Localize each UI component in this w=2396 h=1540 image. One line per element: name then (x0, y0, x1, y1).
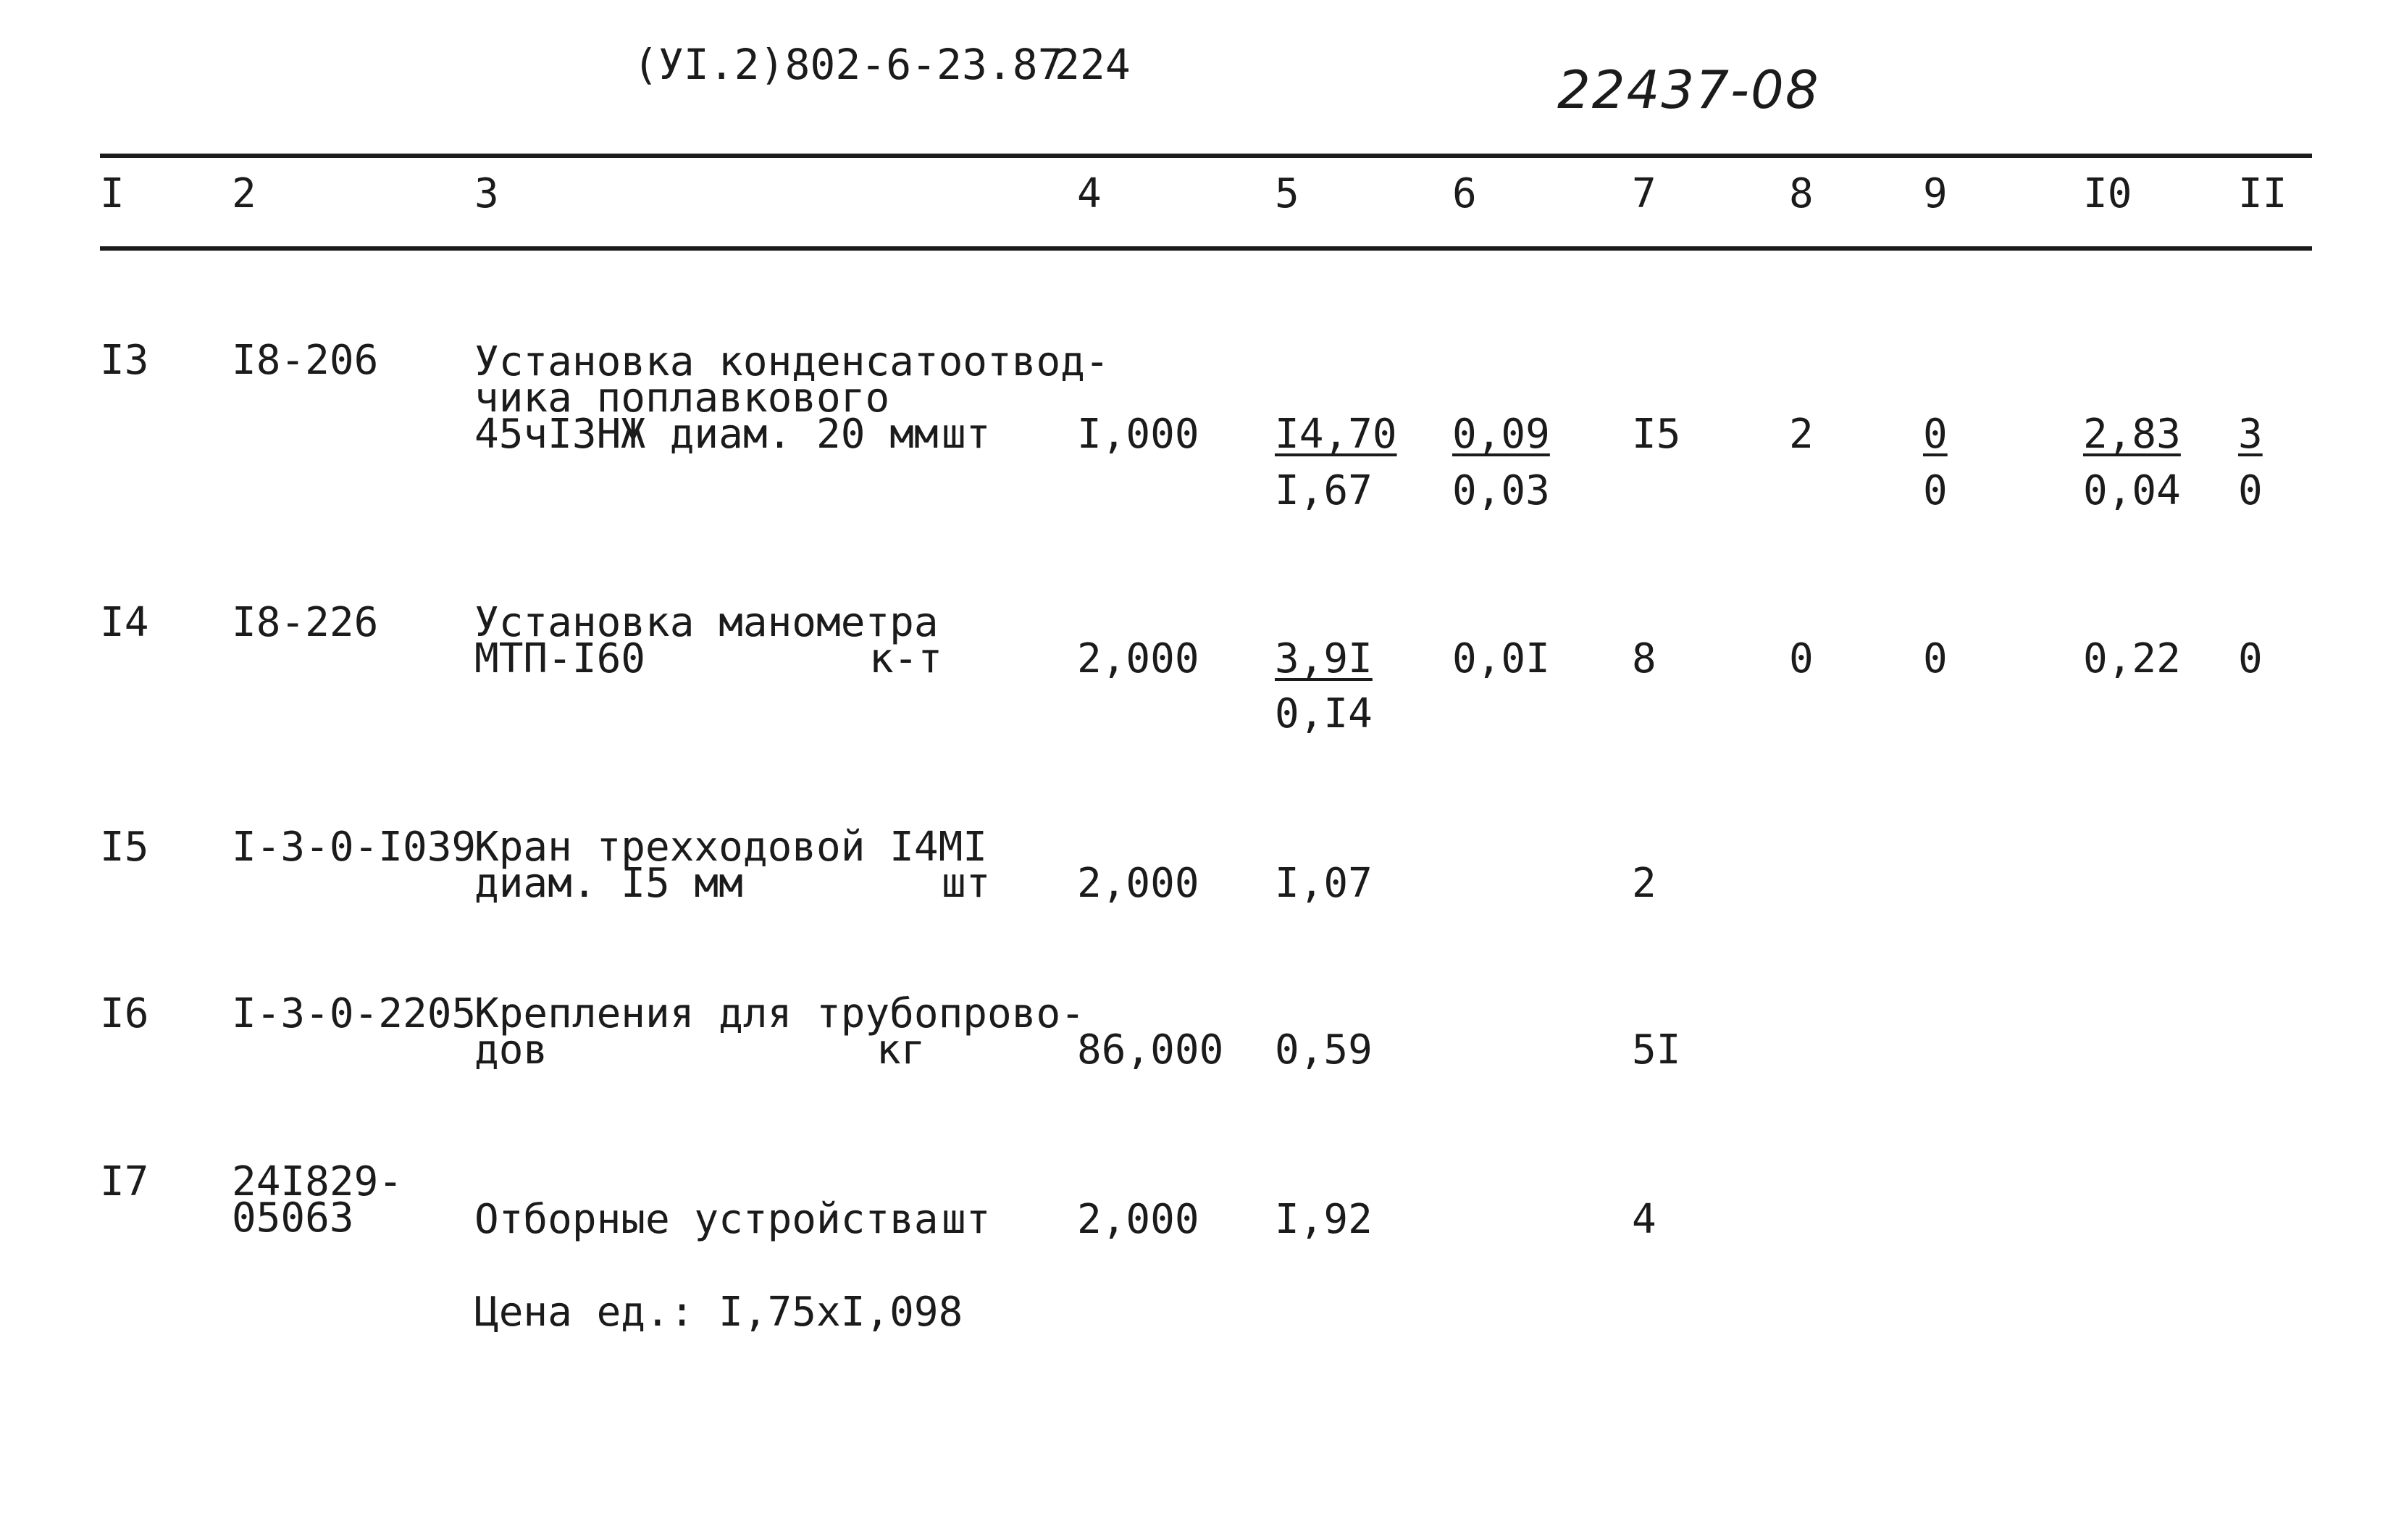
item-description-line: Крепления для трубопрово- (474, 990, 1085, 1037)
column-header: 6 (1452, 170, 1477, 217)
unit-of-measure: шт (942, 1196, 991, 1243)
column-header: I0 (2083, 170, 2132, 217)
document-code: (УI.2)802-6-23.87 (633, 40, 1063, 89)
col7-value: 8 (1632, 635, 1656, 682)
table-top-rule (100, 154, 2312, 158)
col10-value-bottom: 0,04 (2083, 467, 2181, 514)
unit-of-measure: кг (876, 1026, 926, 1074)
col8-value: 2 (1789, 411, 1814, 458)
item-code: I8-206 (232, 337, 379, 384)
item-description-line: Установка конденсатоотвод- (474, 338, 1110, 385)
row-number: I6 (100, 990, 149, 1037)
col7-value: 4 (1632, 1196, 1656, 1243)
column-header: II (2238, 170, 2287, 217)
quantity: 2,000 (1077, 635, 1199, 682)
handwritten-stamp: 22437-08 (1557, 59, 1820, 120)
item-code: I-3-0-I039 (232, 824, 477, 871)
col5-value-top: I4,70 (1275, 411, 1397, 458)
col9-value: 0 (1923, 635, 1948, 682)
col10-value-top: 2,83 (2083, 411, 2181, 458)
column-header: 2 (232, 170, 256, 217)
quantity: 2,000 (1077, 860, 1199, 907)
row-number: I3 (100, 337, 149, 384)
col6-value-top: 0,09 (1452, 411, 1550, 458)
col7-value: 2 (1632, 860, 1656, 907)
col6-value: 0,0I (1452, 635, 1550, 682)
quantity: I,000 (1077, 411, 1199, 458)
column-header: 7 (1632, 170, 1656, 217)
col9-value-bottom: 0 (1923, 467, 1948, 514)
col8-value: 0 (1789, 635, 1814, 682)
row-number: I5 (100, 824, 149, 871)
col5-value: I,92 (1275, 1196, 1373, 1243)
col5-value-bottom: 0,I4 (1275, 690, 1373, 737)
column-header: 9 (1923, 170, 1948, 217)
column-header: 8 (1789, 170, 1814, 217)
page-number: 224 (1055, 40, 1131, 89)
col5-value: 0,59 (1275, 1026, 1373, 1074)
col5-value: I,07 (1275, 860, 1373, 907)
item-description-line: чика поплавкового (474, 374, 890, 422)
column-header: I (100, 170, 125, 217)
unit-of-measure: к-т (869, 635, 943, 682)
item-code-line: 24I829- (232, 1158, 403, 1205)
table-header-rule (100, 246, 2312, 251)
item-description-line: МТП-I60 (474, 635, 646, 682)
item-code: I8-226 (232, 599, 379, 646)
col10-value: 0,22 (2083, 635, 2181, 682)
quantity: 86,000 (1077, 1026, 1224, 1074)
col7-value: I5 (1632, 411, 1681, 458)
col7-value: 5I (1632, 1026, 1681, 1074)
item-description-line: Кран трехходовой I4МI (474, 824, 988, 871)
column-header: 4 (1077, 170, 1102, 217)
item-description-line: диам. I5 мм (474, 860, 743, 907)
item-description-line: Отборные устройства (474, 1196, 939, 1243)
column-header: 5 (1275, 170, 1299, 217)
item-code: I-3-0-2205 (232, 990, 477, 1037)
item-description-line: 45чI3НЖ диам. 20 мм (474, 411, 939, 458)
row-number: I4 (100, 599, 149, 646)
col11-value-top: 3 (2238, 411, 2263, 458)
item-description-line: Установка манометра (474, 599, 939, 646)
column-header: 3 (474, 170, 499, 217)
item-code-line: 05063 (232, 1194, 354, 1242)
unit-price-note: Цена ед.: I,75хI,098 (474, 1289, 963, 1336)
col6-value-bottom: 0,03 (1452, 467, 1550, 514)
col9-value-top: 0 (1923, 411, 1948, 458)
col5-value-bottom: I,67 (1275, 467, 1373, 514)
unit-of-measure: шт (942, 411, 991, 458)
col11-value: 0 (2238, 635, 2263, 682)
item-description-line: дов (474, 1026, 548, 1074)
col5-value-top: 3,9I (1275, 635, 1373, 682)
unit-of-measure: шт (942, 860, 991, 907)
col11-value-bottom: 0 (2238, 467, 2263, 514)
quantity: 2,000 (1077, 1196, 1199, 1243)
row-number: I7 (100, 1158, 149, 1205)
